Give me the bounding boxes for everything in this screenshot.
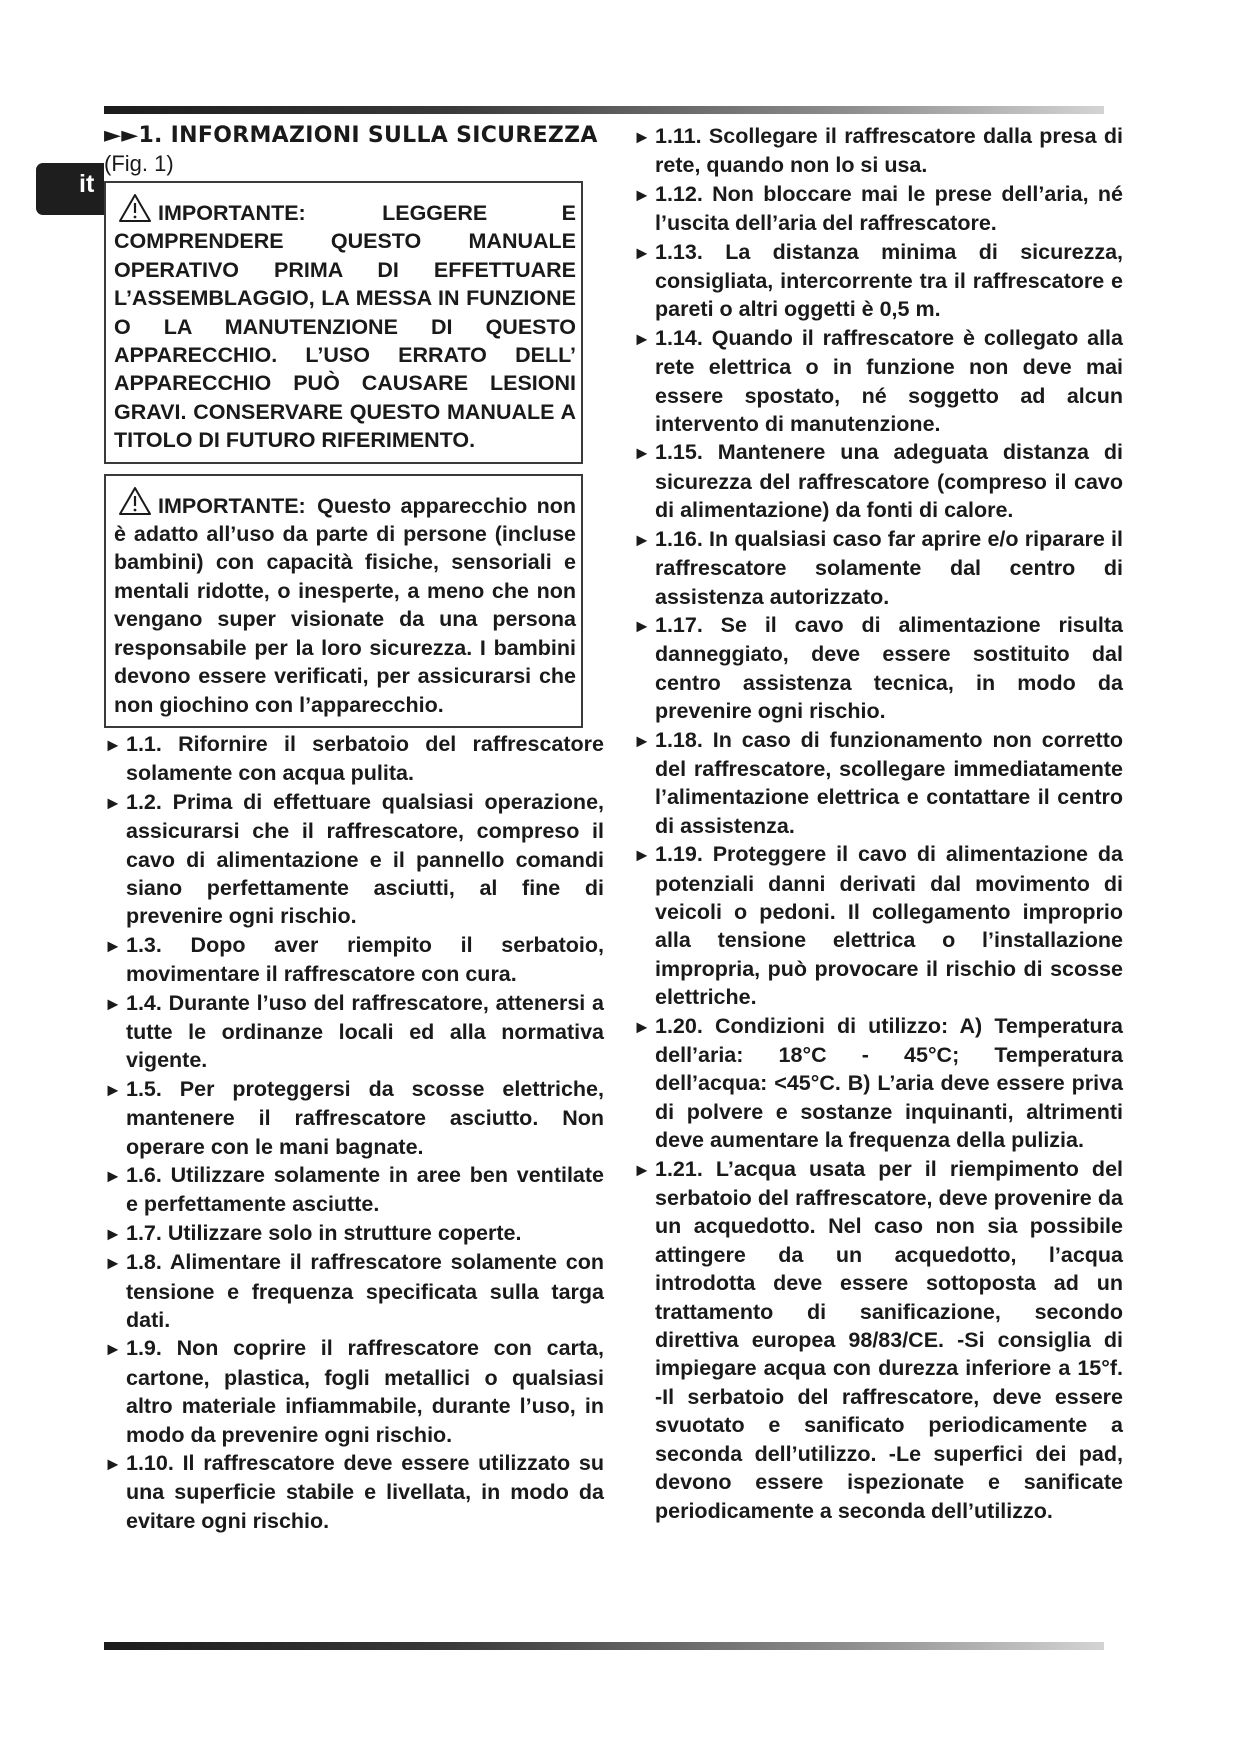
safety-item: ► 1.13. La distanza minima di sicurezza, consigliata, intercorrente tra il raffrescatore e pareti o altri oggetti è 0,5 m.	[633, 239, 1123, 322]
item-arrow-icon: ►	[104, 1454, 122, 1475]
item-arrow-icon: ►	[633, 184, 651, 205]
top-rule	[104, 106, 1104, 114]
safety-list-left	[104, 730, 604, 1535]
right-column	[633, 122, 1123, 1525]
item-arrow-icon: ►	[633, 242, 651, 263]
safety-list-right	[633, 122, 1123, 1525]
safety-item: ► 1.16. In qualsiasi caso far aprire e/o riparare il raffrescatore solamente dal centro di assistenza autorizzato.	[633, 526, 1123, 609]
safety-item: ► 1.5. Per proteggersi da scosse elettriche, mantenere il raffrescatore asciutto. Non operare con le mani bagnate.	[104, 1076, 604, 1159]
safety-item: ► 1.8. Alimentare il raffrescatore solamente con tensione e frequenza specificata sulla targa dati.	[104, 1250, 604, 1333]
item-arrow-icon: ►	[633, 615, 651, 636]
warning-text: Questo apparecchio non è adatto all’uso da parte di persone (incluse bambini) con capacità fisiche, sensoriali e mentali ridotte, o inesperte, a meno che non vengano super visionate da una persona responsabile per la loro sicurezza. I bambini devono essere verificati, per assicurarsi che non giochino con l’apparecchio.	[114, 493, 576, 717]
warning-label: IMPORTANTE:	[158, 201, 306, 225]
safety-item: ► 1.1. Rifornire il serbatoio del raffrescatore solamente con acqua pulita.	[104, 731, 604, 786]
item-arrow-icon: ►	[633, 730, 651, 751]
safety-item: ► 1.9. Non coprire il raffrescatore con carta, cartone, plastica, fogli metallici o qualsiasi altro materiale infiammabile, durante l’uso, in modo da prevenire ogni rischio.	[104, 1336, 604, 1447]
section-heading	[104, 122, 604, 150]
safety-item: ► 1.17. Se il cavo di alimentazione risulta danneggiato, deve essere sostituito dal centro assistenza tecnica, in modo da prevenire ogni rischio.	[633, 612, 1123, 724]
item-arrow-icon: ►	[633, 127, 651, 147]
safety-item: ► 1.21. L’acqua usata per il riempimento del serbatoio del raffrescatore, deve provenire da un acquedotto. Nel caso non sia possibile attingere da un acquedotto, l’acqua introdotta deve essere sottoposta ad un trattamento di sanificazione, secondo direttiva europea 98/83/CE. -Si consiglia di impiegare acqua con durezza inferiore a 15°f. -Il serbatoio del raffrescatore, deve essere svuotato e sanificato periodicamente a seconda dell’utilizzo. -Le superfici dei pad, devono essere ispezionate e sanificate periodicamente a seconda dell’utilizzo.	[633, 1156, 1123, 1523]
item-arrow-icon: ►	[633, 1159, 651, 1180]
warning-triangle-icon	[118, 193, 152, 223]
heading-text: 1. INFORMAZIONI SULLA SICUREZZA	[138, 123, 598, 148]
item-arrow-icon: ►	[633, 529, 651, 550]
safety-item: ► 1.3. Dopo aver riempito il serbatoio, movimentare il raffrescatore con cura.	[104, 932, 604, 987]
item-arrow-icon: ►	[104, 1223, 122, 1244]
warning-box-manual	[104, 181, 583, 464]
item-arrow-icon: ►	[633, 328, 651, 349]
item-arrow-icon: ►	[633, 1016, 651, 1037]
warning-box-persons	[104, 474, 583, 728]
language-tab-label: it	[79, 170, 95, 198]
safety-item: ► 1.2. Prima di effettuare qualsiasi operazione, assicurarsi che il raffrescatore, compreso il cavo di alimentazione e il pannello comandi siano perfettamente asciutti, al fine di prevenire ogni rischio.	[104, 789, 604, 929]
left-column	[104, 122, 604, 1535]
item-arrow-icon: ►	[104, 1166, 122, 1186]
item-arrow-icon: ►	[633, 845, 651, 866]
item-arrow-icon: ►	[104, 734, 122, 755]
warning-text: LEGGERE E COMPRENDERE QUESTO MANUALE OPERATIVO PRIMA DI EFFETTUARE L’ASSEMBLAGGIO, LA MESSA IN FUNZIONE O LA MANUTENZIONE DI QUESTO APPARECCHIO. L’USO ERRATO DELL’ APPARECCHIO PUÒ CAUSARE LESIONI GRAVI. CONSERVARE QUESTO MANUALE A TITOLO DI FUTURO RIFERIMENTO.	[114, 201, 576, 453]
safety-item: ► 1.18. In caso di funzionamento non corretto del raffrescatore, scollegare immediatamente l’alimentazione elettrica e contattare il centro di assistenza.	[633, 727, 1123, 838]
bottom-rule	[104, 1642, 1104, 1650]
item-arrow-icon: ►	[104, 792, 122, 813]
item-arrow-icon: ►	[104, 935, 122, 956]
item-arrow-icon: ►	[104, 1079, 122, 1100]
safety-item: ► 1.20. Condizioni di utilizzo: A) Temperatura dell’aria: 18°C - 45°C; Temperatura dell’acqua: <45°C. B) L’aria deve essere priva di polvere e sostanze inquinanti, altrimenti deve aumentare la frequenza della pulizia.	[633, 1013, 1123, 1153]
safety-item: ► 1.14. Quando il raffrescatore è collegato alla rete elettrica o in funzione non deve mai essere spostato, né soggetto ad alcun intervento di manutenzione.	[633, 325, 1123, 437]
safety-item: ► 1.19. Proteggere il cavo di alimentazione da potenziali danni derivati dal movimento di veicoli o pedoni. Il collegamento improprio alla tensione elettrica o l’installazione impropria, può provocare il rischio di scosse elettriche.	[633, 842, 1123, 1010]
item-arrow-icon: ►	[104, 993, 122, 1014]
language-tab	[36, 163, 104, 215]
item-arrow-icon: ►	[104, 1339, 122, 1360]
heading-marker: ►►	[104, 123, 139, 148]
warning-triangle-icon	[118, 486, 152, 516]
safety-item: ► 1.10. Il raffrescatore deve essere utilizzato su una superficie stabile e livellata, in modo da evitare ogni rischio.	[104, 1451, 604, 1533]
safety-item: ► 1.4. Durante l’uso del raffrescatore, attenersi a tutte le ordinanze locali ed alla normativa vigente.	[104, 990, 604, 1073]
safety-item: ► 1.6. Utilizzare solamente in aree ben ventilate e perfettamente asciutte.	[104, 1163, 604, 1217]
safety-item: ► 1.7. Utilizzare solo in strutture coperte.	[104, 1219, 604, 1248]
warning-label: IMPORTANTE:	[158, 493, 306, 518]
item-arrow-icon: ►	[633, 443, 651, 464]
safety-item: ► 1.12. Non bloccare mai le prese dell’aria, né l’uscita dell’aria del raffrescatore.	[633, 181, 1123, 236]
safety-item: ► 1.15. Mantenere una adeguata distanza di sicurezza del raffrescatore (compreso il cavo di alimentazione) da fonti di calore.	[633, 440, 1123, 523]
item-arrow-icon: ►	[104, 1253, 122, 1274]
figure-reference: (Fig. 1)	[104, 151, 174, 176]
safety-item: ► 1.11. Scollegare il raffrescatore dalla presa di rete, quando non lo si usa.	[633, 124, 1123, 178]
